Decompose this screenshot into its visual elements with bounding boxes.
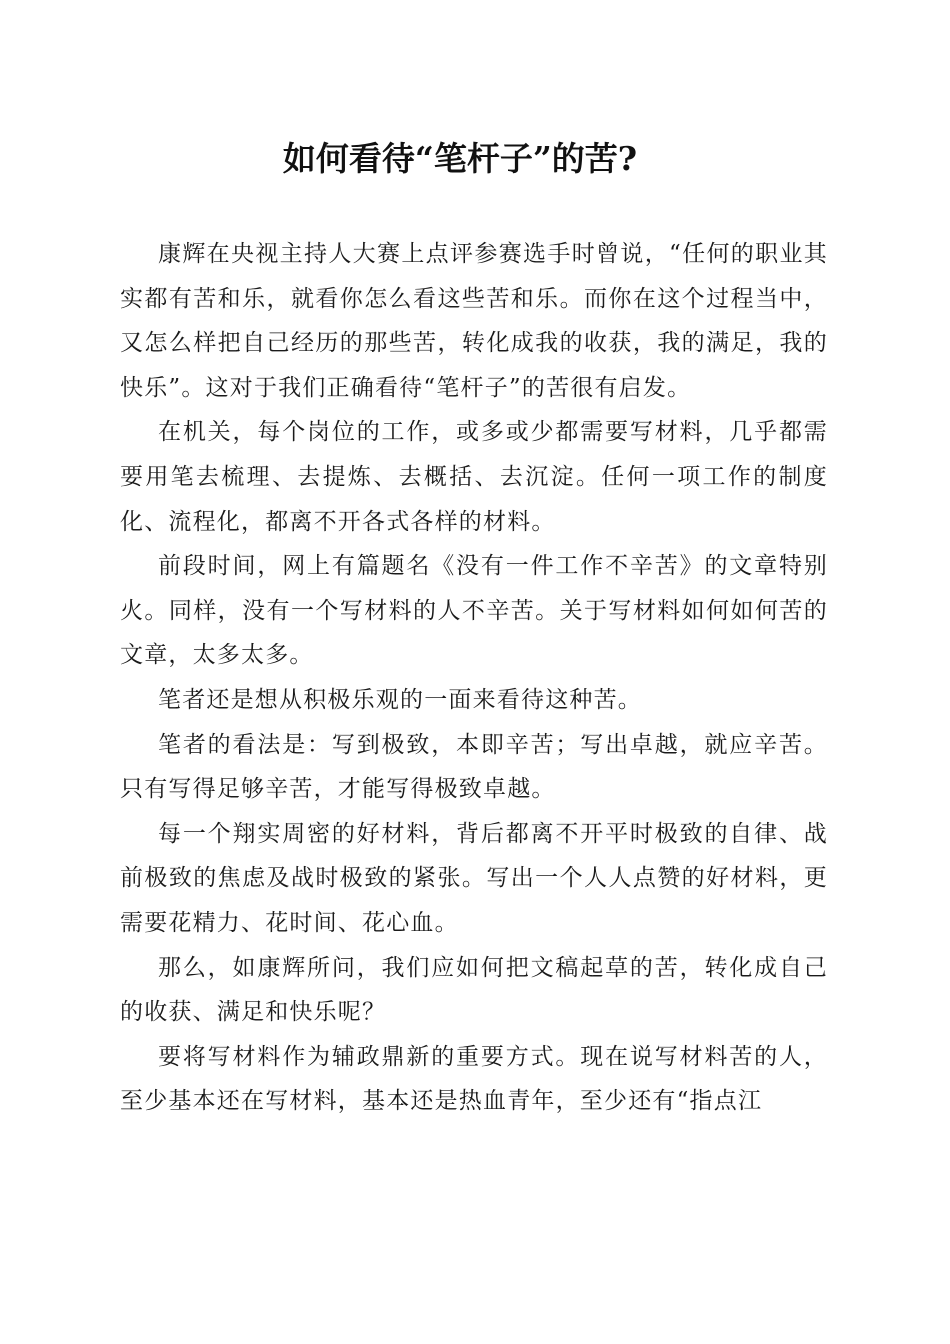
document-title: 如何看待“笔杆子”的苦? [282,139,638,178]
document-body [120,232,828,1124]
paragraph: 前段时间，网上有篇题名《没有一件工作不辛苦》的文章特别火。同样，没有一个写材料的人不辛苦。关于写材料如何如何苦的文章，太多太多。 [120,553,828,669]
paragraph: 要将写材料作为辅政鼎新的重要方式。现在说写材料苦的人，至少基本还在写材料，基本还是热血青年，至少还有“指点江 [120,1043,828,1115]
paragraph: 笔者还是想从积极乐观的一面来看待这种苦。 [158,686,642,713]
paragraph: 康辉在央视主持人大赛上点评参赛选手时曾说，“任何的职业其实都有苦和乐，就看你怎么看这些苦和乐。而你在这个过程当中，又怎么样把自己经历的那些苦，转化成我的收获，我的满足，我的快乐”。这对于我们正确看待“笔杆子”的苦很有启发。 [120,241,828,401]
paragraph: 笔者的看法是：写到极致，本即辛苦；写出卓越，就应辛苦。只有写得足够辛苦，才能写得极致卓越。 [120,731,828,803]
paragraph: 在机关，每个岗位的工作，或多或少都需要写材料，几乎都需要用笔去梳理、去提炼、去概括、去沉淀。任何一项工作的制度化、流程化，都离不开各式各样的材料。 [120,419,828,535]
paragraph: 那么，如康辉所问，我们应如何把文稿起草的苦，转化成自己的收获、满足和快乐呢？ [120,954,828,1026]
paragraph: 每一个翔实周密的好材料，背后都离不开平时极致的自律、战前极致的焦虑及战时极致的紧张。写出一个人人点赞的好材料，更需要花精力、花时间、花心血。 [120,820,828,936]
